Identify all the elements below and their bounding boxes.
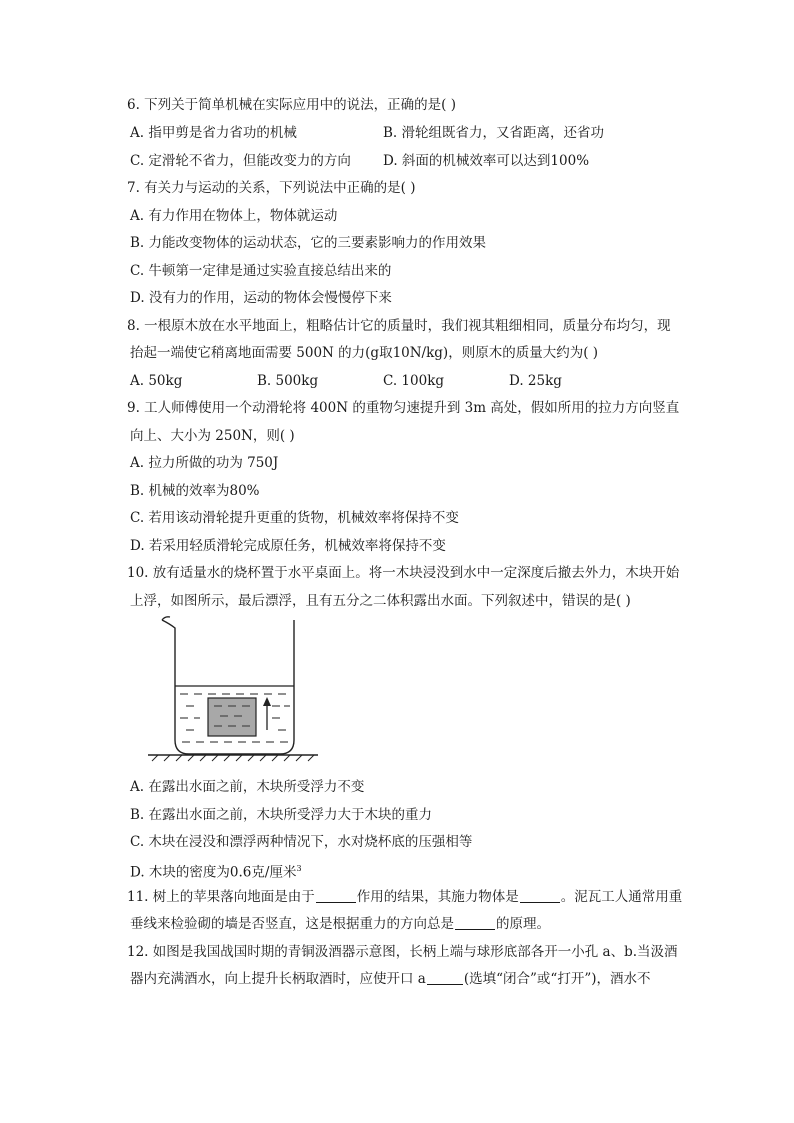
q11-part3: 。泥瓦工人通常用重: [560, 889, 683, 905]
q12-line1: 12. 如图是我国战国时期的青铜汲酒器示意图，长柄上端与球形底部各开一小孔 a、b.当汲酒: [127, 944, 678, 960]
q10-option-d: [130, 860, 302, 882]
q9-option-a: A. 拉力所做的功为 750J: [130, 455, 279, 471]
q11-part1: 11. 树上的苹果落向地面是由于: [127, 889, 315, 905]
table-hatching: [152, 755, 314, 761]
q11-line2-part2: 的原理。: [496, 916, 550, 932]
q10-option-b: B. 在露出水面之前，木块所受浮力大于木块的重力: [130, 807, 433, 823]
q6-option-d: D. 斜面的机械效率可以达到100%: [383, 153, 590, 169]
q11-line2: [130, 915, 550, 933]
q12-line2-part1: 器内充满酒水，向上提升长柄取酒时，应使开口 a: [130, 971, 426, 987]
q8-option-b: B. 500kg: [257, 373, 319, 389]
q12-blank-1[interactable]: [427, 971, 463, 985]
q11-line2-part1: 垂线来检验砌的墙是否竖直，这是根据重力的方向总是: [130, 916, 454, 932]
q10-stem-line2: 上浮，如图所示，最后漂浮，且有五分之二体积露出水面。下列叙述中，错误的是( ): [130, 593, 631, 609]
q8-option-d: D. 25kg: [509, 373, 562, 389]
q12-line2-part2: (选填“闭合”或“打开”)，酒水不: [463, 971, 651, 987]
beaker-diagram: [148, 612, 318, 762]
q9-option-c: C. 若用该动滑轮提升更重的货物，机械效率将保持不变: [130, 510, 459, 526]
q9-stem-line1: 9. 工人师傅使用一个动滑轮将 400N 的重物匀速提升到 3m 高处，假如所用的拉力方向竖直: [127, 400, 680, 416]
beaker-spout: [162, 617, 170, 620]
q10-option-d-text: D. 木块的密度为0.6克/厘米: [130, 864, 297, 881]
q7-option-d: D. 没有力的作用，运动的物体会慢慢停下来: [130, 290, 392, 306]
q6-stem: 6. 下列关于简单机械在实际应用中的说法，正确的是( ): [127, 97, 456, 113]
q10-option-c: C. 木块在浸没和漂浮两种情况下，水对烧杯底的压强相等: [130, 834, 473, 850]
q9-option-d: D. 若采用轻质滑轮完成原任务，机械效率将保持不变: [130, 538, 446, 554]
q8-stem-line1: 8. 一根原木放在水平地面上，粗略估计它的质量时，我们视其粗细相同，质量分布均匀，现: [127, 318, 671, 334]
q11-blank-1[interactable]: [316, 889, 356, 903]
q6-option-b: B. 滑轮组既省力，又省距离，还省功: [383, 125, 605, 141]
q8-option-a: A. 50kg: [130, 373, 183, 389]
q7-option-c: C. 牛顿第一定律是通过实验直接总结出来的: [130, 263, 392, 279]
q11-line1: [127, 888, 682, 906]
q11-blank-2[interactable]: [520, 889, 560, 903]
q11-part2: 作用的结果，其施力物体是: [356, 889, 519, 905]
q10-stem-line1: 10. 放有适量水的烧杯置于水平桌面上。将一木块浸没到水中一定深度后撤去外力，木块开始: [127, 565, 680, 581]
q7-option-a: A. 有力作用在物体上，物体就运动: [130, 208, 338, 224]
q9-stem-line2: 向上、大小为 250N，则( ): [130, 428, 295, 444]
wood-block: [208, 698, 256, 736]
q10-option-d-superscript: 3: [296, 864, 302, 873]
q6-option-a: A. 指甲剪是省力省功的机械: [130, 125, 297, 141]
q10-option-a: A. 在露出水面之前，木块所受浮力不变: [130, 779, 365, 795]
q6-option-c: C. 定滑轮不省力，但能改变力的方向: [130, 153, 351, 169]
q7-stem: 7. 有关力与运动的关系，下列说法中正确的是( ): [127, 180, 416, 196]
q9-option-b: B. 机械的效率为80%: [130, 483, 260, 499]
q7-option-b: B. 力能改变物体的运动状态，它的三要素影响力的作用效果: [130, 235, 487, 251]
q12-line2: [130, 970, 650, 988]
q11-blank-3[interactable]: [455, 916, 495, 930]
q8-stem-line2: 抬起一端使它稍离地面需要 500N 的力(g取10N/kg)，则原木的质量大约为( ): [130, 345, 599, 361]
q8-option-c: C. 100kg: [383, 373, 445, 389]
